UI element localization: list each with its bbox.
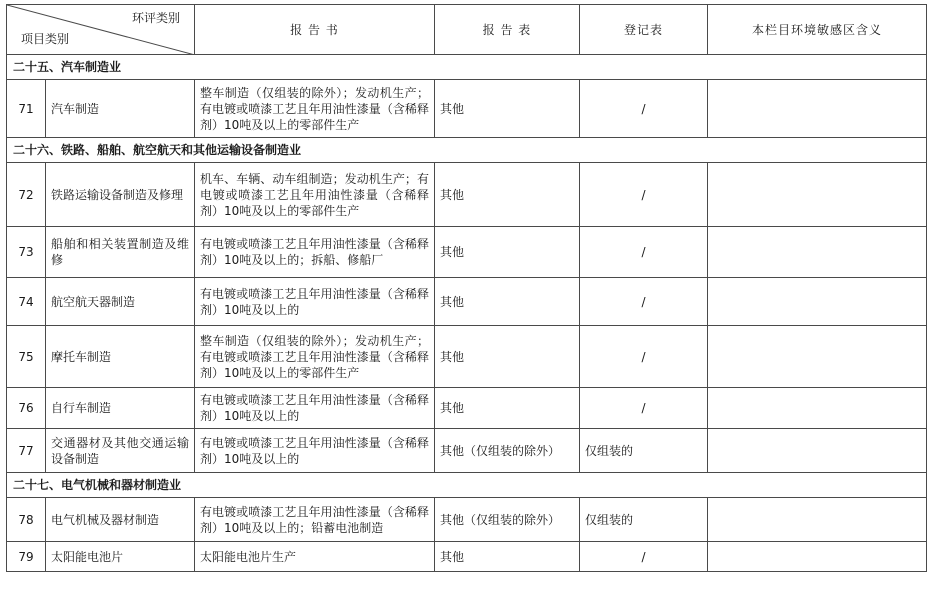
row-sensitive	[708, 498, 927, 542]
table-row	[7, 542, 927, 572]
row-sensitive	[708, 278, 927, 326]
row-register: /	[580, 80, 708, 138]
table-row	[7, 326, 927, 388]
row-sensitive	[708, 388, 927, 429]
table-row	[7, 278, 927, 326]
table-row	[7, 498, 927, 542]
row-register: 仅组装的	[580, 429, 708, 473]
table-row	[7, 227, 927, 278]
row-report: 有电镀或喷漆工艺且年用油性漆量（含稀释剂）10吨及以上的	[195, 388, 435, 429]
row-category: 摩托车制造	[46, 326, 195, 388]
row-category: 电气机械及器材制造	[46, 498, 195, 542]
row-sensitive	[708, 326, 927, 388]
row-sensitive	[708, 429, 927, 473]
row-number: 76	[7, 388, 46, 429]
row-category: 航空航天器制造	[46, 278, 195, 326]
diag-label-bottom: 项目类别	[21, 32, 70, 46]
row-sensitive	[708, 163, 927, 227]
row-form: 其他	[435, 326, 580, 388]
eia-classification-table	[6, 4, 927, 572]
section-title: 二十五、汽车制造业	[7, 55, 927, 80]
row-category: 太阳能电池片	[46, 542, 195, 572]
row-number: 77	[7, 429, 46, 473]
row-register: /	[580, 542, 708, 572]
row-report: 整车制造（仅组装的除外）；发动机生产；有电镀或喷漆工艺且年用油性漆量（含稀释剂）10吨及以上的零部件生产	[195, 80, 435, 138]
row-form: 其他	[435, 542, 580, 572]
row-number: 74	[7, 278, 46, 326]
row-number: 78	[7, 498, 46, 542]
row-register: /	[580, 227, 708, 278]
row-category: 铁路运输设备制造及修理	[46, 163, 195, 227]
section-title: 二十六、铁路、船舶、航空航天和其他运输设备制造业	[7, 138, 927, 163]
section-title: 二十七、电气机械和器材制造业	[7, 473, 927, 498]
row-category: 自行车制造	[46, 388, 195, 429]
row-number: 79	[7, 542, 46, 572]
row-report: 有电镀或喷漆工艺且年用油性漆量（含稀释剂）10吨及以上的；拆船、修船厂	[195, 227, 435, 278]
row-form: 其他	[435, 80, 580, 138]
diag-label-top: 环评类别	[131, 11, 180, 25]
row-report: 太阳能电池片生产	[195, 542, 435, 572]
row-number: 72	[7, 163, 46, 227]
row-report: 有电镀或喷漆工艺且年用油性漆量（含稀释剂）10吨及以上的	[195, 278, 435, 326]
row-sensitive	[708, 80, 927, 138]
row-register: /	[580, 163, 708, 227]
table-row	[7, 388, 927, 429]
col-header-register: 登记表	[580, 5, 708, 55]
col-header-sensitive: 本栏目环境敏感区含义	[708, 5, 927, 55]
row-register: /	[580, 326, 708, 388]
row-report: 整车制造（仅组装的除外）；发动机生产；有电镀或喷漆工艺且年用油性漆量（含稀释剂）10吨及以上的零部件生产	[195, 326, 435, 388]
row-form: 其他（仅组装的除外）	[435, 498, 580, 542]
row-number: 75	[7, 326, 46, 388]
table-row	[7, 429, 927, 473]
row-form: 其他	[435, 278, 580, 326]
row-form: 其他	[435, 227, 580, 278]
section-row	[7, 55, 927, 80]
row-report: 机车、车辆、动车组制造；发动机生产；有电镀或喷漆工艺且年用油性漆量（含稀释剂）10吨及以上的零部件生产	[195, 163, 435, 227]
section-row	[7, 473, 927, 498]
row-report: 有电镀或喷漆工艺且年用油性漆量（含稀释剂）10吨及以上的	[195, 429, 435, 473]
col-header-report: 报 告 书	[195, 5, 435, 55]
row-form: 其他	[435, 388, 580, 429]
row-form: 其他	[435, 163, 580, 227]
diagonal-header-cell	[7, 5, 195, 55]
table-row	[7, 163, 927, 227]
row-sensitive	[708, 227, 927, 278]
row-category: 船舶和相关装置制造及维修	[46, 227, 195, 278]
row-register: /	[580, 278, 708, 326]
row-form: 其他（仅组装的除外）	[435, 429, 580, 473]
row-number: 71	[7, 80, 46, 138]
row-register: 仅组装的	[580, 498, 708, 542]
row-register: /	[580, 388, 708, 429]
row-category: 汽车制造	[46, 80, 195, 138]
header-row	[7, 5, 927, 55]
table-row	[7, 80, 927, 138]
section-row	[7, 138, 927, 163]
row-report: 有电镀或喷漆工艺且年用油性漆量（含稀释剂）10吨及以上的；铅蓄电池制造	[195, 498, 435, 542]
col-header-form: 报 告 表	[435, 5, 580, 55]
row-number: 73	[7, 227, 46, 278]
row-sensitive	[708, 542, 927, 572]
row-category: 交通器材及其他交通运输设备制造	[46, 429, 195, 473]
